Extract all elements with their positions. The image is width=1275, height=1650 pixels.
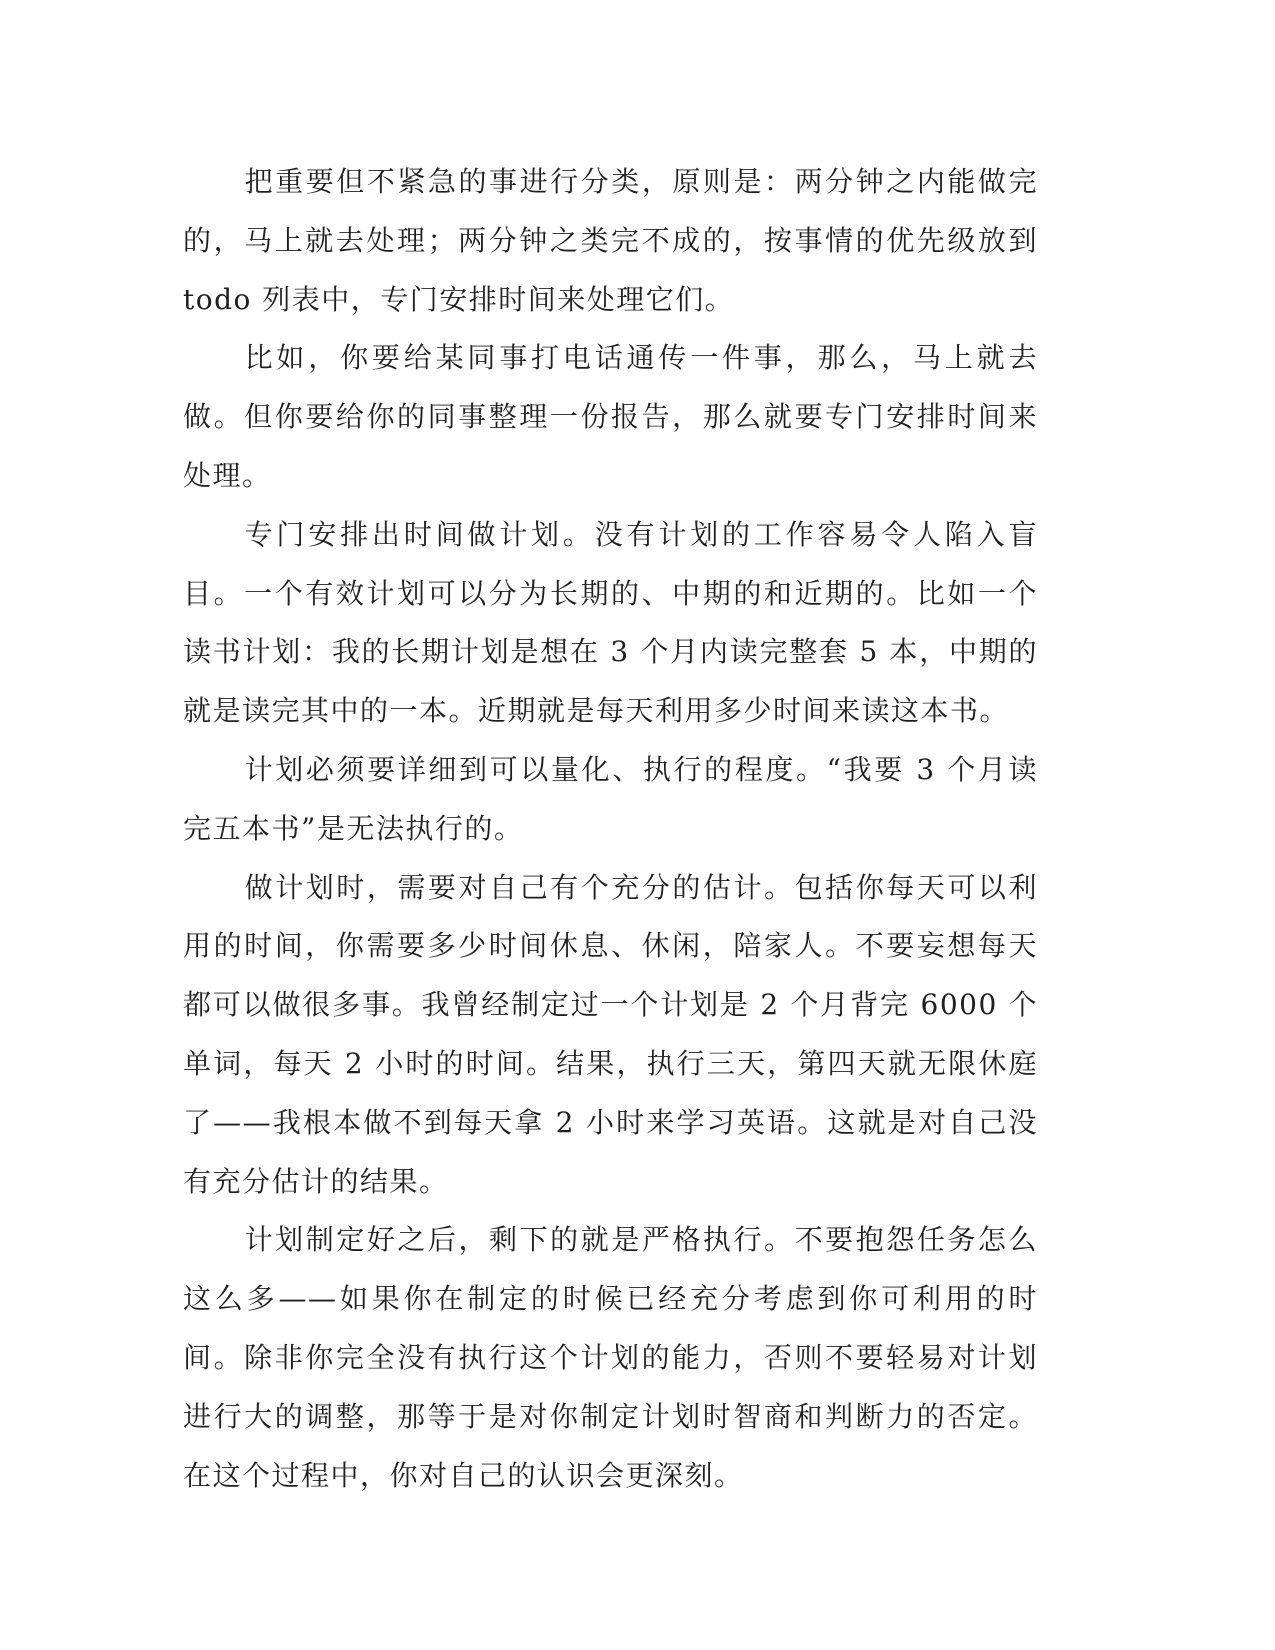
paragraph-2: 比如，你要给某同事打电话通传一件事，那么，马上就去做。但你要给你的同事整理一份报告，那么就要专门安排时间来处理。: [183, 341, 1038, 492]
paragraph-1: 把重要但不紧急的事进行分类，原则是：两分钟之内能做完的，马上就去处理；两分钟之类完不成的，按事情的优先级放到 todo 列表中，专门安排时间来处理它们。: [183, 165, 1038, 316]
paragraph-6: 计划制定好之后，剩下的就是严格执行。不要抱怨任务怎么这么多——如果你在制定的时候已经充分考虑到你可利用的时间。除非你完全没有执行这个计划的能力，否则不要轻易对计划进行大的调整，那等于是对你制定计划时智商和判断力的否定。在这个过程中，你对自己的认识会更深刻。: [183, 1223, 1038, 1492]
paragraph-3: 专门安排出时间做计划。没有计划的工作容易令人陷入盲目。一个有效计划可以分为长期的、中期的和近期的。比如一个读书计划：我的长期计划是想在 3 个月内读完整套 5 本，中期的就是读完其中的一本。近期就是每天利用多少时间来读这本书。: [183, 517, 1038, 728]
paragraph-4: 计划必须要详细到可以量化、执行的程度。“我要 3 个月读完五本书”是无法执行的。: [183, 752, 1038, 845]
body-text: [183, 153, 1038, 1505]
paragraph-5: 做计划时，需要对自己有个充分的估计。包括你每天可以利用的时间，你需要多少时间休息、休闲，陪家人。不要妄想每天都可以做很多事。我曾经制定过一个计划是 2 个月背完 6000 个单词，每天 2 小时的时间。结果，执行三天，第四天就无限休庭了——我根本做不到每天拿 2 小时来学习英语。这就是对自己没有充分估计的结果。: [183, 870, 1038, 1198]
